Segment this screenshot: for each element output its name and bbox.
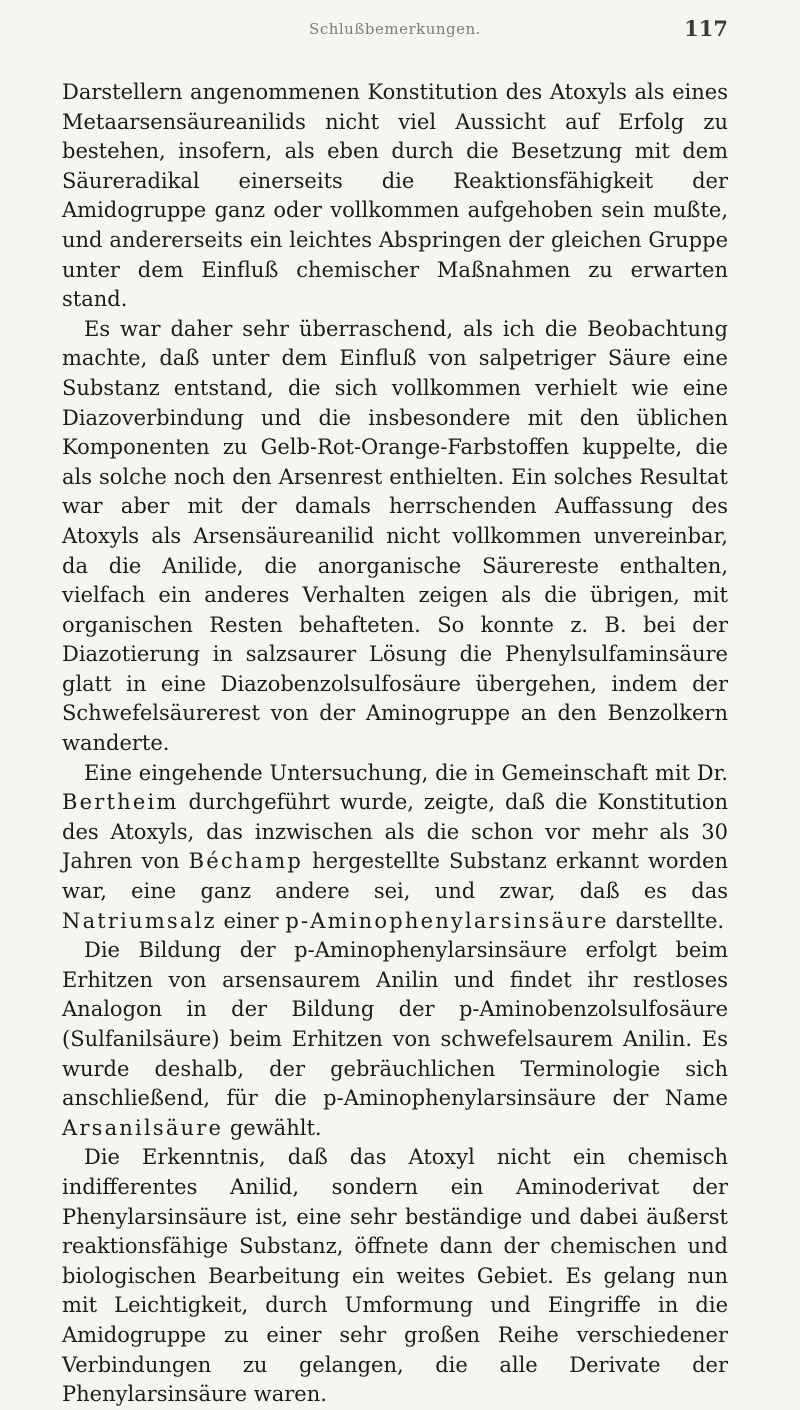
page-number: 117 xyxy=(684,16,728,41)
term-aminophenylarsinsaeure: p-Aminophenylarsinsäure xyxy=(285,908,609,933)
paragraph-text-segment: hergestellte Substanz erkannt worden war, eine ganz andere sei, und zwar, daß es das xyxy=(62,849,729,904)
paragraph-continuation: Darstellern angenommenen Konstitution des Atoxyls als eines Metaarsensäureanilids nicht viel Aussicht auf Erfolg zu bestehen, insofern, als eben durch die Besetzung mit dem Säureradikal einerseits die Reaktionsfähigkeit der Amidogruppe ganz oder vollkommen aufgehoben sein mußte, und andererseits ein leichtes Abspringen der gleichen Gruppe unter dem Einfluß chemischer Maßnahmen zu erwarten stand. xyxy=(62,80,728,312)
paragraph-diazo-observation: Es war daher sehr überraschend, als ich die Beobachtung machte, daß unter dem Einfluß von salpetriger Säure eine Substanz entstand, die sich vollkommen verhielt wie eine Diazoverbindung und die insbesondere mit den üblichen Komponenten zu Gelb-Rot-Orange-Farbstoffen kuppelte, die als solche noch den Arsenrest enthielten. Ein solches Resultat war aber mit der damals herrschenden Auffassung des Atoxyls als Arsensäureanilid nicht vollkommen unvereinbar, da die Anilide, die anorganische Säurereste enthalten, vielfach ein anderes Verhalten zeigen als die übrigen, mit organischen Resten behafteten. So konnte z. B. bei der Diazotierung in salzsaurer Lösung die Phenylsulfaminsäure glatt in eine Diazobenzolsulfosäure übergehen, indem der Schwefelsäurerest von der Aminogruppe an den Benzolkern wanderte. xyxy=(62,316,728,756)
paragraph-arsanilsaeure xyxy=(62,936,728,1143)
body-text xyxy=(62,78,728,1410)
paragraph-constitution xyxy=(62,759,728,937)
paragraph-text-segment: einer xyxy=(216,908,286,933)
paragraph-text-segment: durchgeführt wurde, zeigte, daß die Konstitution des Atoxyls, das inzwischen als die schon vor mehr als 30 Jahren von xyxy=(62,790,728,874)
paragraph-text-segment: Eine eingehende Untersuchung, die in Gemeinschaft mit Dr. xyxy=(84,760,728,785)
paragraph-text-segment: Die Bildung der p-Aminophenylarsinsäure erfolgt beim Erhitzen von arsensaurem Anilin und findet ihr restloses Analogon in der Bildung der p-Aminobenzolsulfosäure (Sulfanilsäure) beim Erhitzen von schwefelsaurem Anilin. Es wurde deshalb, der gebräuchlichen Terminologie sich anschließend, für die p-Aminophenylarsinsäure der Name xyxy=(62,938,728,1111)
paragraph-text-segment: darstellte. xyxy=(608,908,725,933)
person-name-bertheim: Bertheim xyxy=(62,790,179,815)
term-arsanilsaeure: Arsanilsäure xyxy=(62,1115,224,1140)
person-name-bechamp: Béchamp xyxy=(188,849,304,874)
page-header xyxy=(62,14,728,48)
paragraph-conclusion: Die Erkenntnis, daß das Atoxyl nicht ein chemisch indifferentes Anilid, sondern ein Aminoderivat der Phenylarsinsäure ist, eine sehr beständige und dabei äußerst reaktionsfähige Substanz, öffnete dann der chemischen und biologischen Bearbeitung ein weites Gebiet. Es gelang nun mit Leichtigkeit, durch Umformung und Eingriffe in die Amidogruppe zu einer sehr großen Reihe verschiedener Verbindungen zu gelangen, die alle Derivate der Phenylarsinsäure waren. xyxy=(62,1145,728,1407)
running-head: Schlußbemerkungen. xyxy=(309,20,481,38)
term-natriumsalz: Natriumsalz xyxy=(62,908,217,933)
paragraph-text-segment: gewählt. xyxy=(223,1115,322,1140)
